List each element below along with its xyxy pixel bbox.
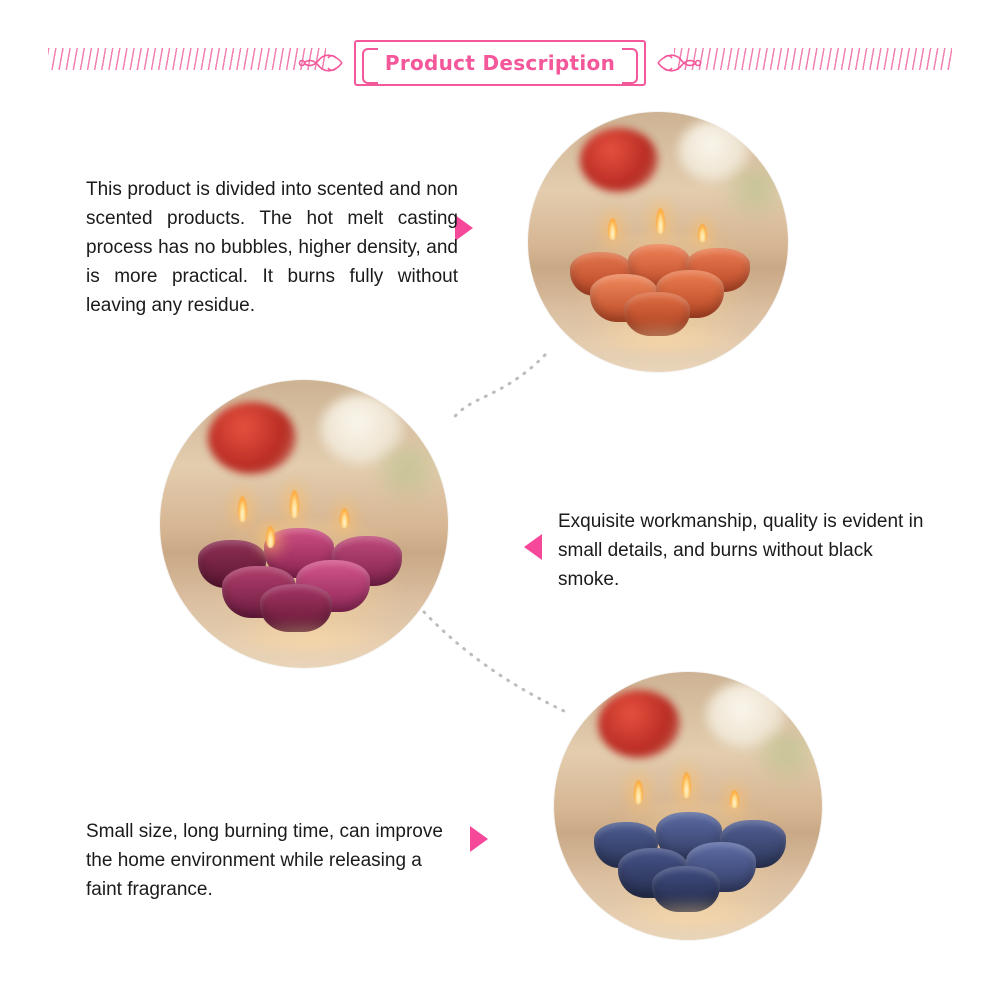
page-title: Product Description (384, 51, 616, 75)
arrow-right-icon-3 (470, 826, 488, 852)
product-photo-blue-candles (554, 672, 822, 940)
feature-text-2: Exquisite workmanship, quality is evident in small details, and burns without black smoke. (558, 511, 924, 590)
feature-text-3: Small size, long burning time, can improve the home environment while releasing a faint fragrance. (86, 821, 443, 900)
page-title-frame (354, 40, 646, 86)
decorative-hatch-right-icon (674, 48, 952, 70)
arrow-left-icon-2 (524, 534, 542, 560)
decorative-hatch-left-icon (48, 48, 326, 70)
feature-text-1: This product is divided into scented and non scented products. The hot melt casting process has no bubbles, higher density, and is more practical. It burns fully without leaving any residue. (86, 179, 458, 316)
flourish-left-icon (298, 49, 344, 77)
page-header (0, 18, 1000, 88)
flourish-right-icon (656, 49, 702, 77)
product-photo-orange-candles (528, 112, 788, 372)
product-photo-pink-candles (160, 380, 448, 668)
